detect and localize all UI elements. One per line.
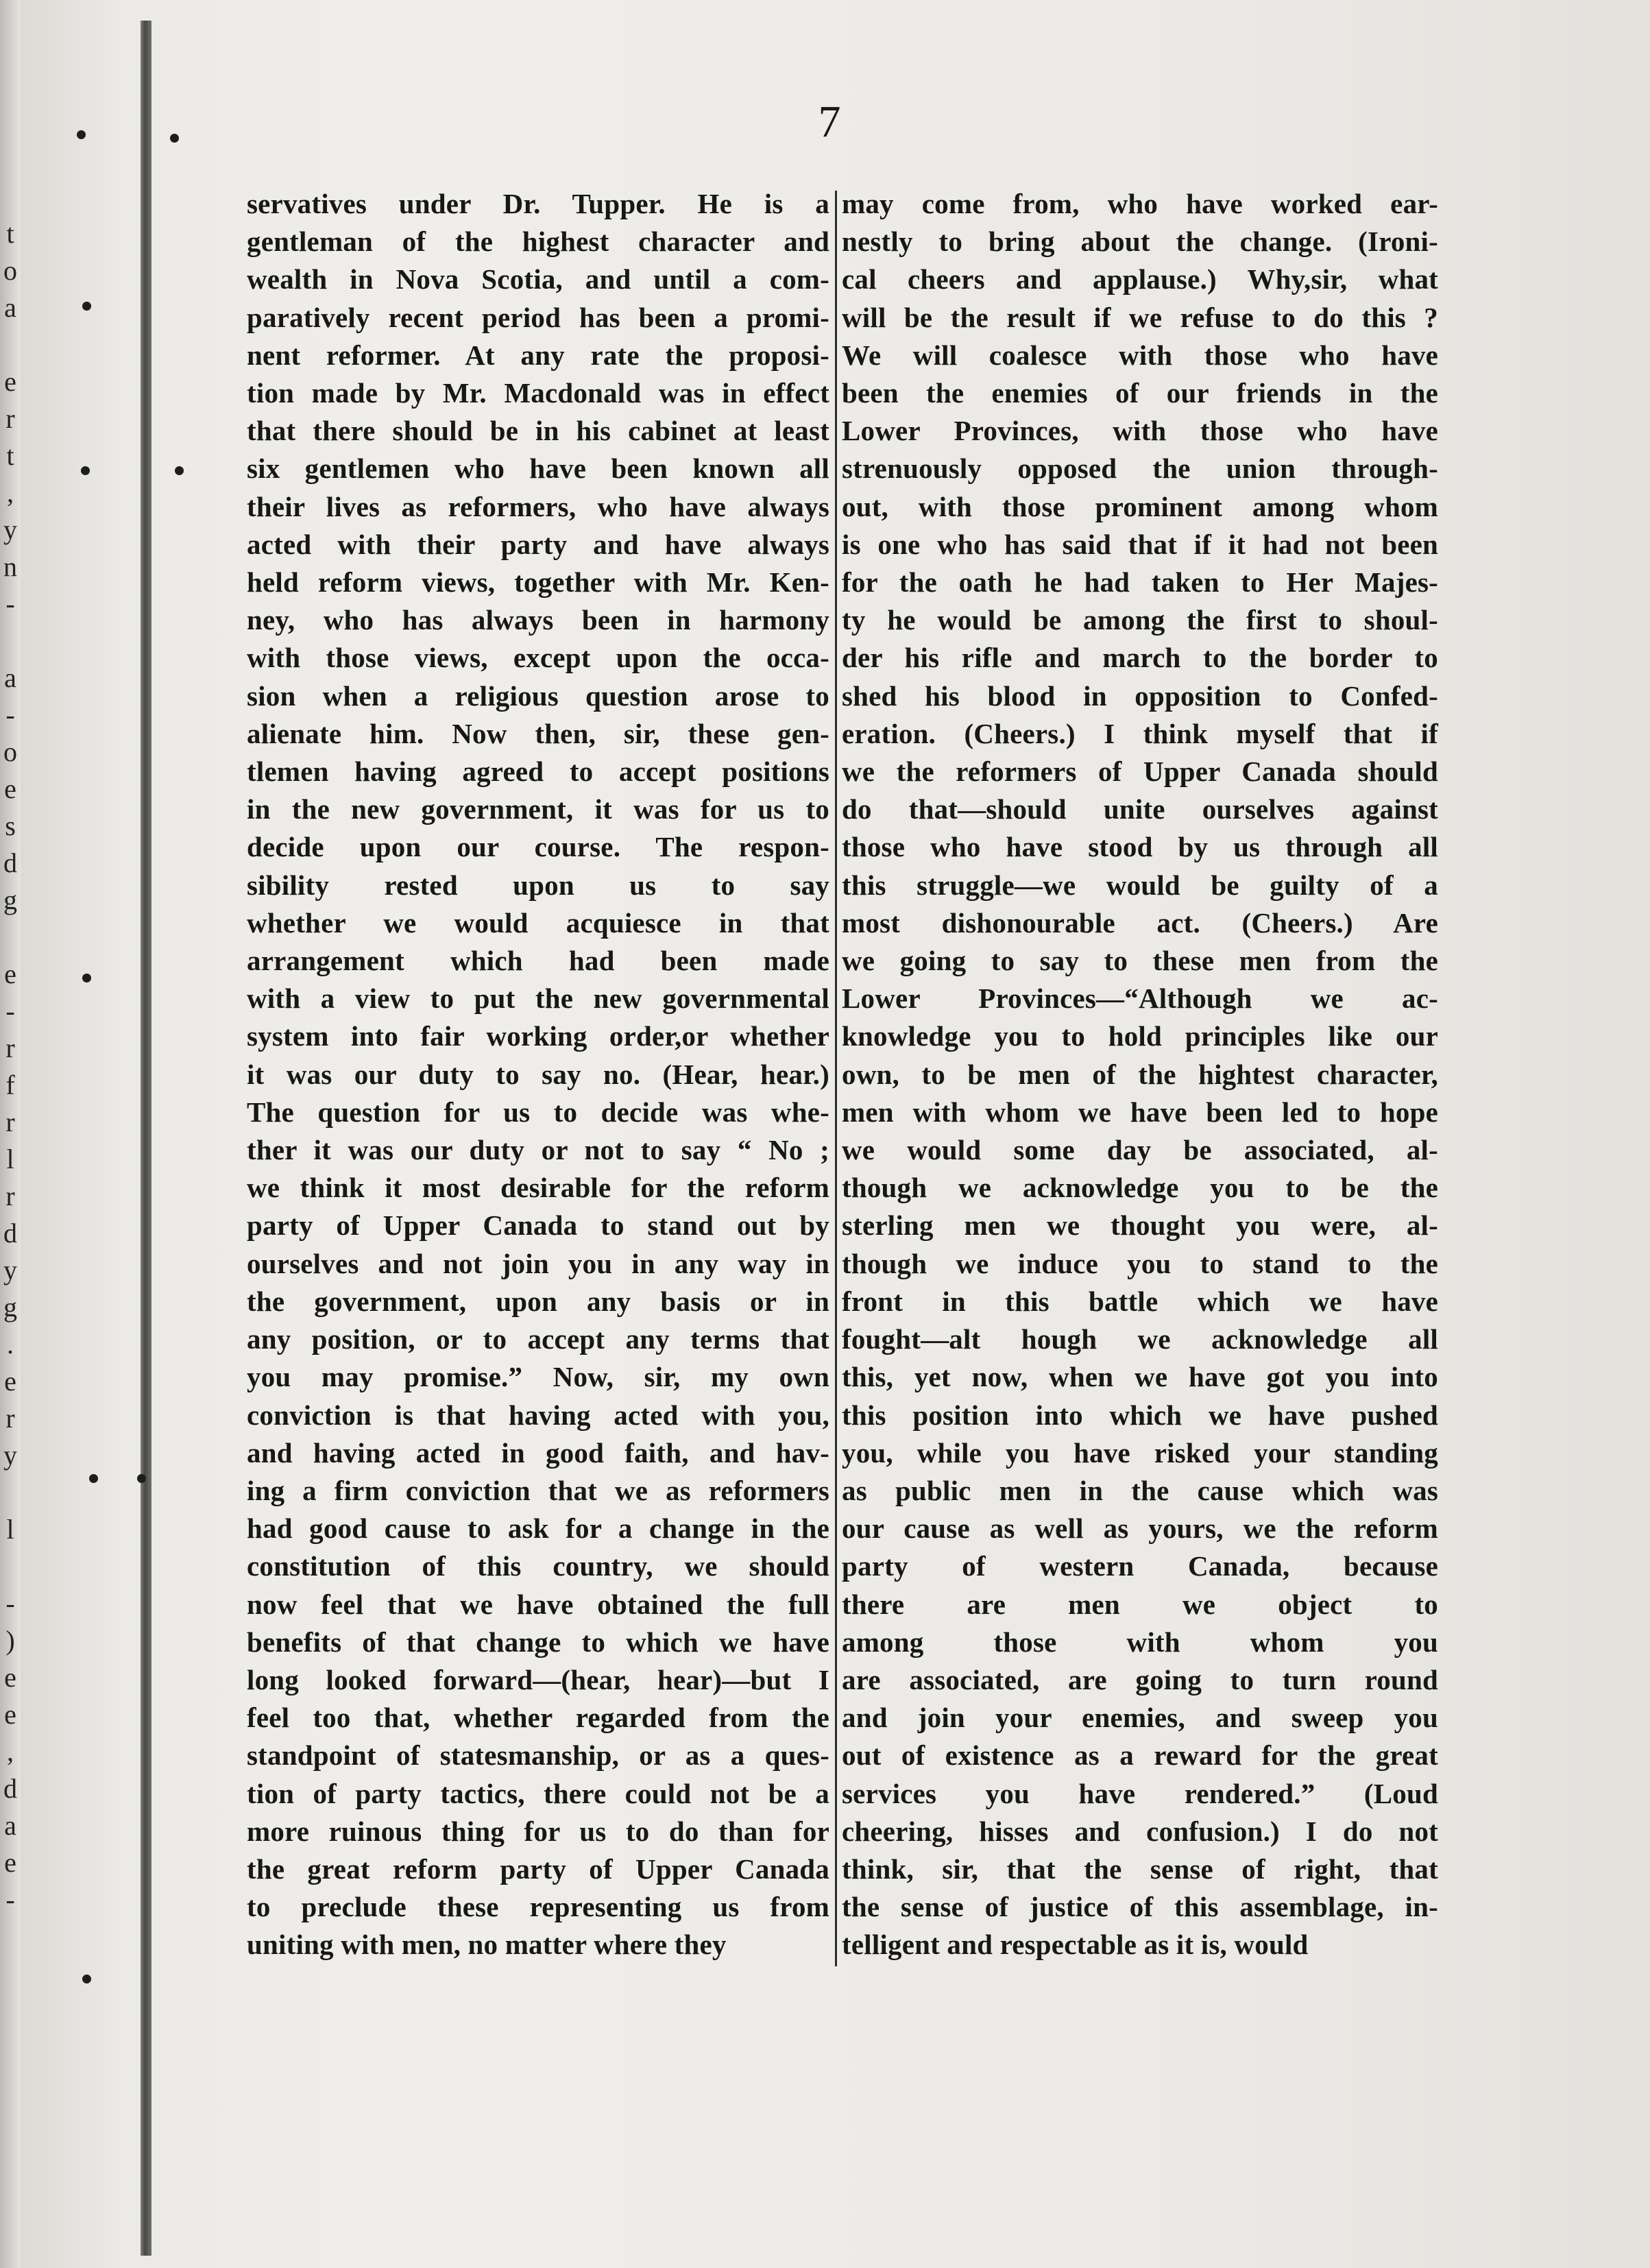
text-line: ty he would be among the first to shoul- <box>842 604 1438 636</box>
text-line: those who have stood by us through all <box>842 831 1438 863</box>
margin-fragment: e <box>4 773 16 804</box>
text-line: nent reformer. At any rate the proposi- <box>247 339 829 371</box>
text-line: conviction is that having acted with you, <box>247 1399 829 1431</box>
text-line: ney, who has always been in harmony <box>247 604 829 636</box>
margin-fragment: e <box>4 958 16 989</box>
text-line: out of existence as a reward for the great <box>842 1739 1438 1772</box>
text-line: cal cheers and applause.) Why,sir, what <box>842 263 1438 295</box>
text-line: uniting with men, no matter where they <box>247 1929 727 1961</box>
text-line: acted with their party and have always <box>247 528 829 560</box>
text-line: sion when a religious question arose to <box>247 679 829 712</box>
margin-fragment <box>0 623 21 660</box>
binding-hole-mark <box>89 1474 98 1483</box>
margin-fragment: , <box>7 477 14 508</box>
text-line: system into fair working order,or whether <box>247 1020 829 1052</box>
text-line: we the reformers of Upper Canada should <box>842 756 1438 788</box>
margin-fragment: g <box>3 1292 17 1323</box>
text-line: been the enemies of our friends in the <box>842 377 1438 409</box>
binding-hole-mark <box>82 302 91 311</box>
margin-fragment: t <box>6 440 14 471</box>
margin-fragment: y <box>3 1440 17 1471</box>
text-line: wealth in Nova Scotia, and until a com- <box>247 263 829 295</box>
margin-fragment: d <box>3 847 17 878</box>
text-line: more ruinous thing for us to do than for <box>247 1815 829 1847</box>
text-line: are associated, are going to turn round <box>842 1663 1438 1696</box>
text-line: the great reform party of Upper Canada <box>247 1853 829 1885</box>
text-line: as public men in the cause which was <box>842 1474 1438 1506</box>
margin-fragment: ) <box>5 1625 15 1656</box>
text-line: you may promise.” Now, sir, my own <box>247 1361 829 1393</box>
text-line: Lower Provinces—“Although we ac- <box>842 982 1438 1015</box>
margin-fragment: r <box>5 403 15 434</box>
margin-fragment: l <box>6 1144 14 1174</box>
margin-fragment: a <box>4 1810 16 1841</box>
text-line: may come from, who have worked ear- <box>842 188 1438 219</box>
text-line: tion of party tactics, there could not be a <box>247 1777 829 1809</box>
text-line: will be the result if we refuse to do this ? <box>842 301 1438 333</box>
text-line: we think it most desirable for the reform <box>247 1172 829 1204</box>
text-line: party of Upper Canada to stand out by <box>247 1209 829 1242</box>
text-line: services you have rendered.” (Loud <box>842 1777 1438 1809</box>
text-line: der his rifle and march to the border to <box>842 642 1438 674</box>
margin-fragment: - <box>5 699 15 730</box>
text-line: front in this battle which we have <box>842 1285 1438 1317</box>
margin-fragment: a <box>4 662 16 693</box>
margin-fragment <box>0 1474 21 1511</box>
margin-fragment: , <box>7 1736 14 1767</box>
text-line: alienate him. Now then, sir, these gen- <box>247 717 829 749</box>
margin-fragment: l <box>6 1514 14 1545</box>
text-line: this, yet now, when we have got you into <box>842 1361 1438 1393</box>
text-line: is one who has said that if it had not been <box>842 528 1438 560</box>
text-line: held reform views, together with Mr. Ken- <box>247 566 829 599</box>
margin-fragment: y <box>3 1255 17 1286</box>
text-line: among those with whom you <box>842 1626 1438 1658</box>
text-line: ther it was our duty or not to say “ No ; <box>247 1134 829 1166</box>
margin-fragment <box>0 1548 21 1585</box>
margin-fragment: a <box>4 292 16 323</box>
margin-fragment: r <box>5 1403 15 1434</box>
binding-hole-mark <box>82 974 91 982</box>
binding-hole-mark <box>170 134 179 143</box>
margin-fragment: y <box>3 514 17 545</box>
margin-fragment: e <box>4 366 16 397</box>
text-line: for the oath he had taken to Her Majes- <box>842 566 1438 599</box>
text-line: The question for us to decide was whe- <box>247 1096 829 1128</box>
margin-fragment: t <box>6 218 14 249</box>
binding-hole-mark <box>175 466 184 475</box>
margin-fragment: g <box>3 884 17 915</box>
text-line: ourselves and not join you in any way in <box>247 1247 829 1279</box>
text-line: there are men we object to <box>842 1588 1438 1620</box>
text-line: in the new government, it was for us to <box>247 793 829 825</box>
margin-fragment: s <box>5 810 16 841</box>
text-line: eration. (Cheers.) I think myself that if <box>842 717 1438 749</box>
margin-fragment <box>0 178 21 215</box>
text-line: that there should be in his cabinet at least <box>247 415 829 447</box>
text-line: it was our duty to say no. (Hear, hear.) <box>247 1058 829 1090</box>
text-line: this struggle—we would be guilty of a <box>842 869 1438 901</box>
text-line: sterling men we thought you were, al- <box>842 1209 1438 1242</box>
binding-hole-mark <box>82 1975 91 1983</box>
text-line: shed his blood in opposition to Confed- <box>842 679 1438 712</box>
text-line: Lower Provinces, with those who have <box>842 415 1438 447</box>
text-line: now feel that we have obtained the full <box>247 1588 829 1620</box>
text-line: party of western Canada, because <box>842 1550 1438 1582</box>
text-line: tion made by Mr. Macdonald was in effect <box>247 377 829 409</box>
text-line: and having acted in good faith, and hav- <box>247 1436 829 1469</box>
margin-fragment: r <box>5 1033 15 1063</box>
text-line: long looked forward—(hear, hear)—but I <box>247 1663 829 1696</box>
margin-fragment: o <box>3 736 17 767</box>
text-line: cheering, hisses and confusion.) I do not <box>842 1815 1438 1847</box>
margin-fragment: - <box>5 1884 15 1915</box>
text-line: paratively recent period has been a promi- <box>247 301 829 333</box>
margin-fragment: . <box>7 1329 14 1360</box>
text-line: any position, or to accept any terms that <box>247 1323 829 1355</box>
margin-fragment <box>0 919 21 956</box>
text-line: standpoint of statesmanship, or as a ques- <box>247 1739 829 1772</box>
text-line: strenuously opposed the union through- <box>842 453 1438 485</box>
margin-fragment: n <box>3 551 17 582</box>
binding-hole-mark <box>81 466 90 475</box>
text-line: think, sir, that the sense of right, that <box>842 1853 1438 1885</box>
text-line: the government, upon any basis or in <box>247 1285 829 1317</box>
text-line: you, while you have risked your standing <box>842 1436 1438 1469</box>
adjacent-page-margin-fragments <box>0 178 21 1918</box>
text-line: arrangement which had been made <box>247 945 829 977</box>
margin-fragment <box>0 326 21 363</box>
text-line: and join your enemies, and sweep you <box>842 1702 1438 1734</box>
margin-fragment: d <box>3 1773 17 1804</box>
text-line: nestly to bring about the change. (Ironi- <box>842 226 1438 258</box>
text-line: feel too that, whether regarded from the <box>247 1702 829 1734</box>
text-line: though we acknowledge you to be the <box>842 1172 1438 1204</box>
margin-fragment: r <box>5 1107 15 1137</box>
binding-hole-mark <box>77 130 86 139</box>
margin-fragment: f <box>5 1070 15 1100</box>
text-line: knowledge you to hold principles like our <box>842 1020 1438 1052</box>
text-line: to preclude these representing us from <box>247 1891 829 1923</box>
text-column-left <box>247 185 829 1964</box>
text-line: own, to be men of the hightest character, <box>842 1058 1438 1090</box>
text-column-right <box>842 185 1438 1964</box>
text-line: most dishonourable act. (Cheers.) Are <box>842 906 1438 939</box>
text-line: with a view to put the new governmental <box>247 982 829 1015</box>
margin-fragment: e <box>4 1699 16 1730</box>
column-rule <box>835 191 837 1966</box>
margin-fragment: - <box>5 996 15 1026</box>
text-line: whether we would acquiesce in that <box>247 906 829 939</box>
text-line: constitution of this country, we should <box>247 1550 829 1582</box>
margin-fragment: r <box>5 1181 15 1211</box>
text-line: men with whom we have been led to hope <box>842 1096 1438 1128</box>
page-number: 7 <box>818 97 841 147</box>
text-line: tlemen having agreed to accept positions <box>247 756 829 788</box>
binding-hole-mark <box>137 1474 146 1483</box>
margin-fragment: d <box>3 1218 17 1248</box>
text-line: do that—should unite ourselves against <box>842 793 1438 825</box>
text-line: had good cause to ask for a change in the <box>247 1512 829 1545</box>
text-line: this position into which we have pushed <box>842 1399 1438 1431</box>
text-line: out, with those prominent among whom <box>842 490 1438 522</box>
text-line: ing a firm conviction that we as reformers <box>247 1474 829 1506</box>
text-line: We will coalesce with those who have <box>842 339 1438 371</box>
text-line: fought—alt hough we acknowledge all <box>842 1323 1438 1355</box>
text-line: servatives under Dr. Tupper. He is a <box>247 188 829 219</box>
margin-fragment: - <box>5 1588 15 1619</box>
margin-fragment: e <box>4 1847 16 1878</box>
text-line: gentleman of the highest character and <box>247 226 829 258</box>
text-line: decide upon our course. The respon- <box>247 831 829 863</box>
text-line: we would some day be associated, al- <box>842 1134 1438 1166</box>
text-line: benefits of that change to which we have <box>247 1626 829 1658</box>
margin-fragment: e <box>4 1366 16 1397</box>
text-line: six gentlemen who have been known all <box>247 453 829 485</box>
text-line: their lives as reformers, who have always <box>247 490 829 522</box>
text-line: telligent and respectable as it is, would <box>842 1929 1309 1961</box>
text-line: sibility rested upon us to say <box>247 869 829 901</box>
text-line: the sense of justice of this assemblage, in- <box>842 1891 1438 1923</box>
text-line: though we induce you to stand to the <box>842 1247 1438 1279</box>
binding-edge <box>141 21 151 2256</box>
text-line: we going to say to these men from the <box>842 945 1438 977</box>
margin-fragment: o <box>3 255 17 286</box>
text-line: our cause as well as yours, we the reform <box>842 1512 1438 1545</box>
margin-fragment: e <box>4 1662 16 1693</box>
text-line: with those views, except upon the occa- <box>247 642 829 674</box>
margin-fragment: - <box>5 588 15 619</box>
